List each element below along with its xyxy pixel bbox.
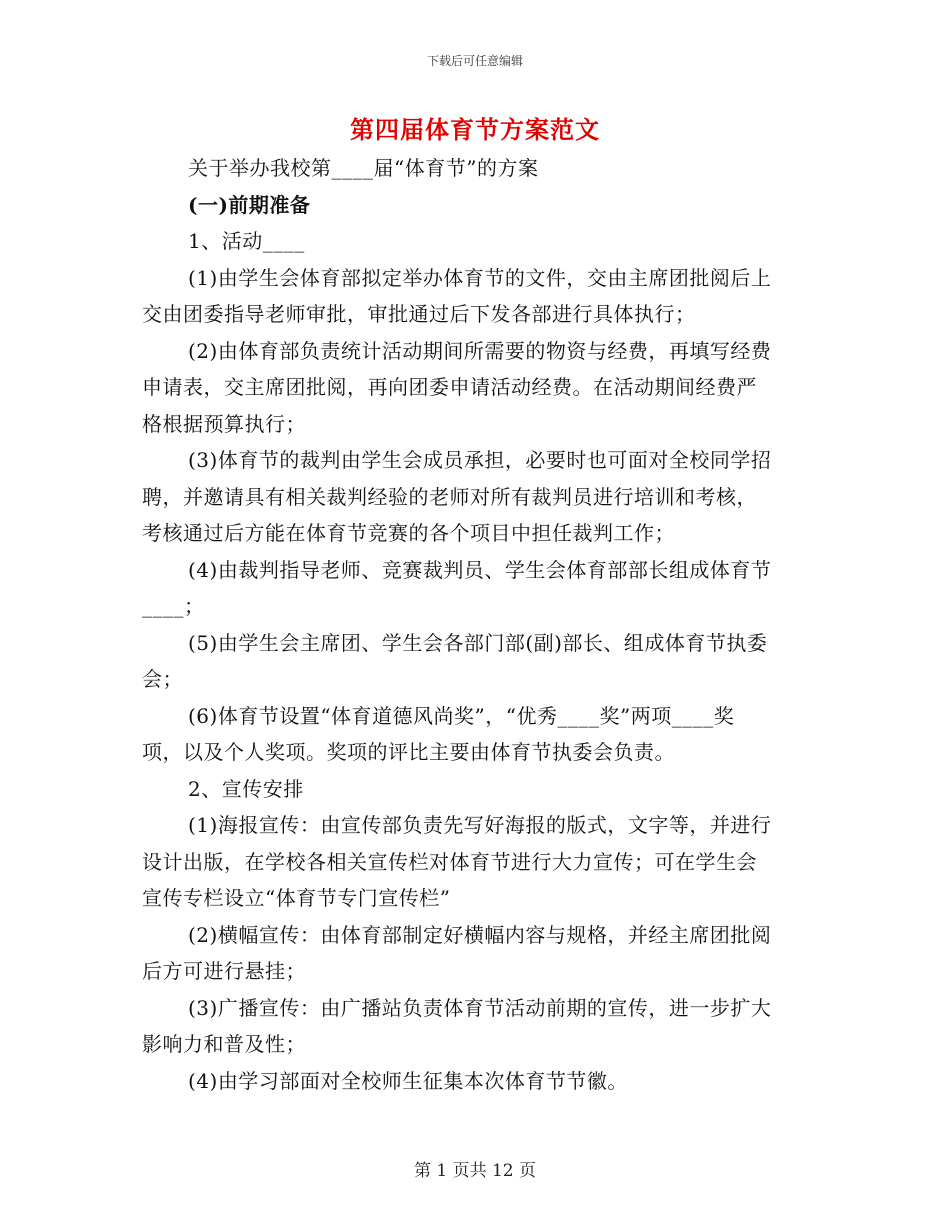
- paragraph-3-line-2: 聘，并邀请具有相关裁判经验的老师对所有裁判员进行培训和考核，: [142, 484, 757, 509]
- publicity-3-line-1: (3)广播宣传：由广播站负责体育节活动前期的宣传，进一步扩大: [188, 995, 772, 1020]
- publicity-4-line-1: (4)由学习部面对全校师生征集本次体育节节徽。: [188, 1068, 628, 1093]
- intro-line: 关于举办我校第____届“体育节”的方案: [188, 156, 539, 180]
- paragraph-1-line-1: (1)由学生会体育部拟定举办体育节的文件，交由主席团批阅后上: [188, 265, 772, 290]
- paragraph-4-line-1: (4)由裁判指导老师、竞赛裁判员、学生会体育部部长组成体育节: [188, 557, 772, 582]
- paragraph-1-line-2: 交由团委指导老师审批，审批通过后下发各部进行具体执行；: [142, 302, 696, 326]
- page-footer: 第 1 页共 12 页: [413, 1161, 537, 1181]
- sub-heading-activity: 1、活动____: [188, 229, 305, 253]
- publicity-3-line-2: 影响力和普及性；: [142, 1032, 306, 1056]
- paragraph-2-line-1: (2)由体育部负责统计活动期间所需要的物资与经费，再填写经费: [188, 338, 772, 363]
- paragraph-5-line-2: 会；: [142, 667, 183, 691]
- paragraph-4-line-2: ____；: [142, 594, 205, 618]
- sub-heading-publicity: 2、宣传安排: [188, 776, 304, 801]
- paragraph-6-line-1: (6)体育节设置“体育道德风尚奖”，“优秀____奖”两项____奖: [188, 703, 735, 728]
- section-heading: (一)前期准备: [188, 192, 311, 217]
- paragraph-5-line-1: (5)由学生会主席团、学生会各部门部(副)部长、组成体育节执委: [188, 630, 768, 655]
- publicity-1-line-3: 宣传专栏设立“体育节专门宣传栏”: [142, 886, 451, 910]
- paragraph-6-line-2: 项，以及个人奖项。奖项的评比主要由体育节执委会负责。: [142, 740, 675, 764]
- document-body: [142, 150, 812, 1099]
- paragraph-3-line-3: 考核通过后方能在体育节竞赛的各个项目中担任裁判工作；: [142, 521, 675, 545]
- publicity-1-line-1: (1)海报宣传：由宣传部负责先写好海报的版式，文字等，并进行: [188, 813, 772, 837]
- paragraph-2-line-2: 申请表，交主席团批阅，再向团委申请活动经费。在活动期间经费严: [142, 375, 757, 399]
- publicity-1-line-2: 设计出版，在学校各相关宣传栏对体育节进行大力宣传；可在学生会: [142, 849, 757, 874]
- publicity-2-line-2: 后方可进行悬挂；: [142, 959, 306, 983]
- document-title: 第四届体育节方案范文: [350, 115, 600, 144]
- paragraph-3-line-1: (3)体育节的裁判由学生会成员承担，必要时也可面对全校同学招: [188, 448, 772, 472]
- header-note: 下载后可任意编辑: [426, 54, 523, 68]
- publicity-2-line-1: (2)横幅宣传：由体育部制定好横幅内容与规格，并经主席团批阅: [188, 922, 772, 947]
- paragraph-2-line-3: 格根据预算执行；: [142, 411, 306, 436]
